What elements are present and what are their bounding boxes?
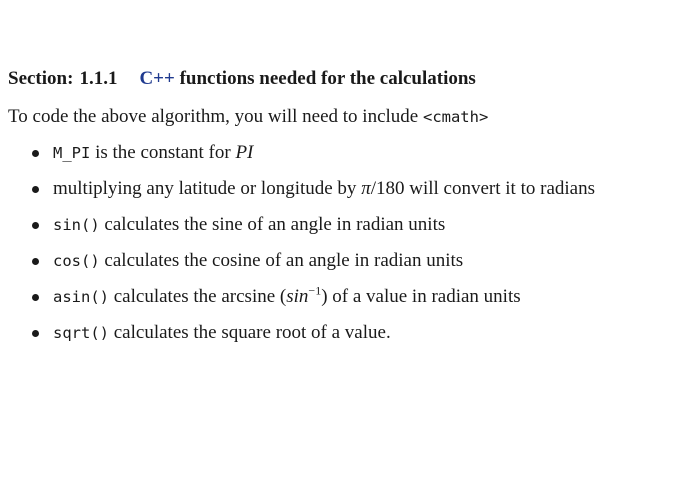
bullet-icon [32,294,39,301]
list-item [8,212,692,238]
intro-text: To code the above algorithm, you will need to include [8,106,423,127]
item-code: M_PI [53,144,91,162]
item-text: /180 will convert it to radians [370,178,595,199]
item-text: ) of a value in radian units [321,286,521,307]
item-code: asin() [53,288,109,306]
section-title-cpp: C++ [139,68,175,89]
item-text: multiplying any latitude or longitude by [53,178,362,199]
list-item [8,248,692,274]
list-item [8,176,692,202]
list-item [8,320,692,346]
bullet-icon [32,258,39,265]
item-code: sin() [53,216,100,234]
document-body [8,66,692,356]
item-superscript: −1 [308,283,322,298]
item-emphasis: PI [235,142,254,163]
bullet-icon [32,330,39,337]
item-math: π [361,178,371,199]
intro-paragraph [8,104,692,130]
item-text: is the constant for [90,142,236,163]
item-text: calculates the square root of a value. [109,322,391,343]
item-text: calculates the arcsine ( [109,286,287,307]
section-heading [8,66,692,92]
item-math: sin [286,286,309,307]
list-item [8,140,692,166]
section-number: 1.1.1 [79,68,118,89]
item-text: calculates the cosine of an angle in radian units [99,250,464,271]
list-item [8,284,692,310]
intro-code: <cmath> [422,108,489,126]
bullet-list [8,140,692,346]
section-title-rest: functions needed for the calculations [174,68,476,89]
item-code: cos() [53,252,100,270]
section-label: Section: [8,68,74,89]
bullet-icon [32,222,39,229]
bullet-icon [32,150,39,157]
section-title [139,68,475,89]
item-text: calculates the sine of an angle in radian units [99,214,446,235]
bullet-icon [32,186,39,193]
item-code: sqrt() [53,324,109,342]
